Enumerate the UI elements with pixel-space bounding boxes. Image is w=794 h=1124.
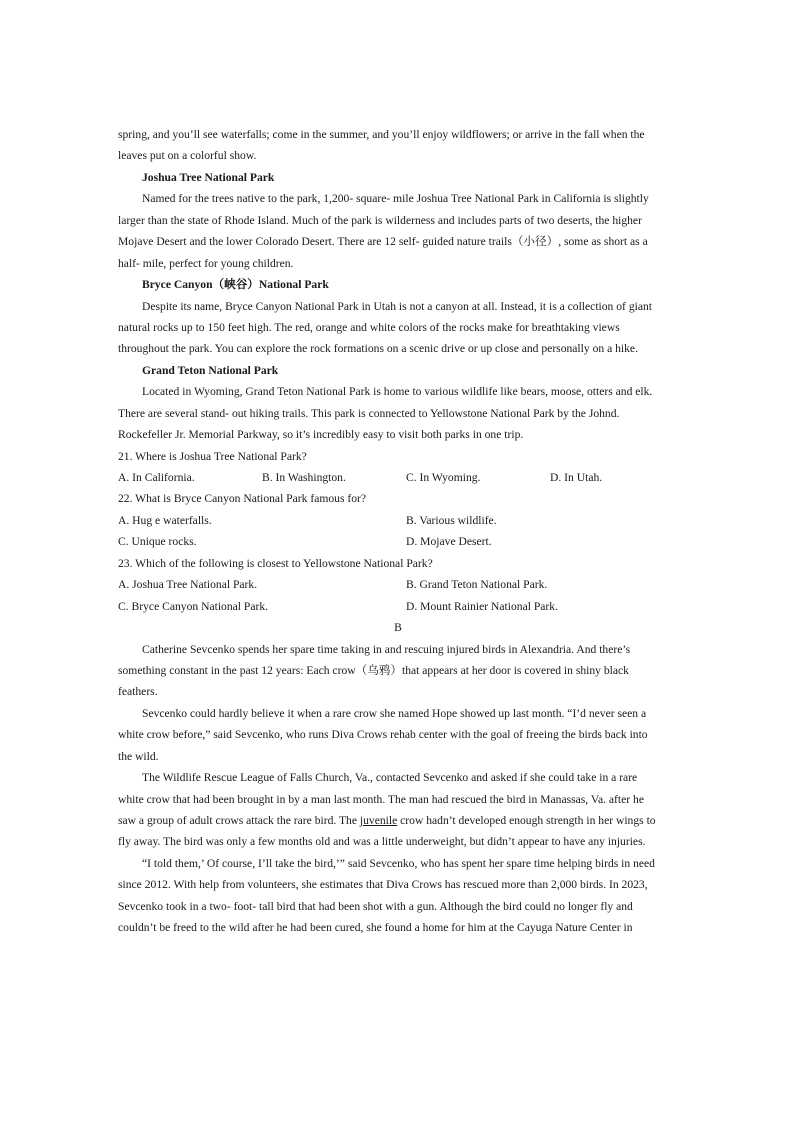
text-line: The Wildlife Rescue League of Falls Church, Va., contacted Sevcenko and asked if she could take in a rare <box>142 771 638 785</box>
text-line <box>118 810 678 831</box>
answer-options-row <box>118 531 678 552</box>
answer-option: A. In California. <box>118 471 195 484</box>
underlined-word-juvenile: juvenile <box>359 814 398 827</box>
text-line: Located in Wyoming, Grand Teton National Park is home to various wildlife like bears, moose, otters and elk. <box>142 385 653 399</box>
text-line: white crow that had been brought in by a man last month. The man had rescued the bird in Manassas, Va. after he <box>118 792 644 806</box>
text-line: the wild. <box>118 749 159 763</box>
answer-option: C. Unique rocks. <box>118 535 197 549</box>
text-line: Rockefeller Jr. Memorial Parkway, so it’s incredibly easy to visit both parks in one trip. <box>118 428 524 442</box>
text-span: crow hadn’t developed enough strength in her wings to <box>397 814 656 827</box>
answer-option: D. Mount Rainier National Park. <box>406 599 558 613</box>
text-line: half- mile, perfect for young children. <box>118 256 294 270</box>
text-line: There are several stand- out hiking trails. This park is connected to Yellowstone National Park by the Johnd. <box>118 406 620 420</box>
answer-option: A. Joshua Tree National Park. <box>118 578 258 592</box>
text-line: couldn’t be freed to the wild after he had been cured, she found a home for him at the Cayuga Nature Center in <box>118 921 633 935</box>
text-line: Sevcenko could hardly believe it when a rare crow she named Hope showed up last month. “I’d never seen a <box>142 706 647 720</box>
answer-option: B. In Washington. <box>262 471 346 484</box>
answer-option: C. Bryce Canyon National Park. <box>118 599 269 613</box>
answer-option: B. Grand Teton National Park. <box>406 578 548 592</box>
text-line: spring, and you’ll see waterfalls; come in the summer, and you’ll enjoy wildflowers; or arrive in the fall when the <box>118 128 645 141</box>
text-line: natural rocks up to 150 feet high. The red, orange and white colors of the rocks make for breathtaking views <box>118 320 620 334</box>
text-line: Despite its name, Bryce Canyon National Park in Utah is not a canyon at all. Instead, it is a collection of giant <box>142 299 652 313</box>
text-line: fly away. The bird was only a few months old and was a little underweight, but didn’t appear to have any injuries. <box>118 835 646 849</box>
question-stem: 21. Where is Joshua Tree National Park? <box>118 449 307 463</box>
page-content <box>118 124 678 939</box>
text-line: leaves put on a colorful show. <box>118 149 257 163</box>
text-line: Sevcenko took in a two- foot- tall bird that had been shot with a gun. Although the bird could no longer fly and <box>118 899 633 913</box>
text-line: Named for the trees native to the park, 1,200- square- mile Joshua Tree National Park in California is slightly <box>142 192 649 206</box>
text-line: Catherine Sevcenko spends her spare time taking in and rescuing injured birds in Alexandria. And there’s <box>142 642 631 656</box>
text-span: saw a group of adult crows attack the rare bird. The <box>118 814 360 827</box>
answer-option: C. In Wyoming. <box>406 471 481 484</box>
question-stem: 23. Which of the following is closest to Yellowstone National Park? <box>118 556 433 570</box>
text-line: white crow before,” said Sevcenko, who runs Diva Crows rehab center with the goal of freeing the birds back into <box>118 728 648 742</box>
text-line: larger than the state of Rhode Island. Much of the park is wilderness and includes parts of two deserts, the higher <box>118 213 642 227</box>
answer-option: D. Mojave Desert. <box>406 535 492 549</box>
answer-option: D. In Utah. <box>550 471 603 484</box>
section-heading-grand-teton: Grand Teton National Park <box>142 363 279 377</box>
text-line: feathers. <box>118 685 158 699</box>
answer-option: B. Various wildlife. <box>406 513 497 527</box>
question-stem: 22. What is Bryce Canyon National Park famous for? <box>118 492 367 506</box>
answer-options-row <box>118 596 678 617</box>
section-heading-bryce-canyon: Bryce Canyon（峡谷）National Park <box>142 278 329 292</box>
text-line: since 2012. With help from volunteers, she estimates that Diva Crows has rescued more than 2,000 birds. In 2023, <box>118 878 648 892</box>
answer-option: A. Hug e waterfalls. <box>118 513 212 527</box>
answer-options-row <box>118 510 678 531</box>
passage-b-label: B <box>394 621 402 635</box>
text-line: something constant in the past 12 years: Each crow（乌鸦）that appears at her door is covered in shiny black <box>118 663 629 677</box>
answer-options-row <box>118 574 678 595</box>
text-line: “I told them,’ Of course, I’ll take the bird,’” said Sevcenko, who has spent her spare time helping birds in need <box>142 856 655 870</box>
text-line: throughout the park. You can explore the rock formations on a scenic drive or up close and personally on a hike. <box>118 342 638 356</box>
answer-options-row <box>118 467 678 488</box>
text-line: Mojave Desert and the lower Colorado Desert. There are 12 self- guided nature trails（小径）, some as short as a <box>118 235 648 249</box>
section-heading-joshua-tree: Joshua Tree National Park <box>142 170 275 184</box>
